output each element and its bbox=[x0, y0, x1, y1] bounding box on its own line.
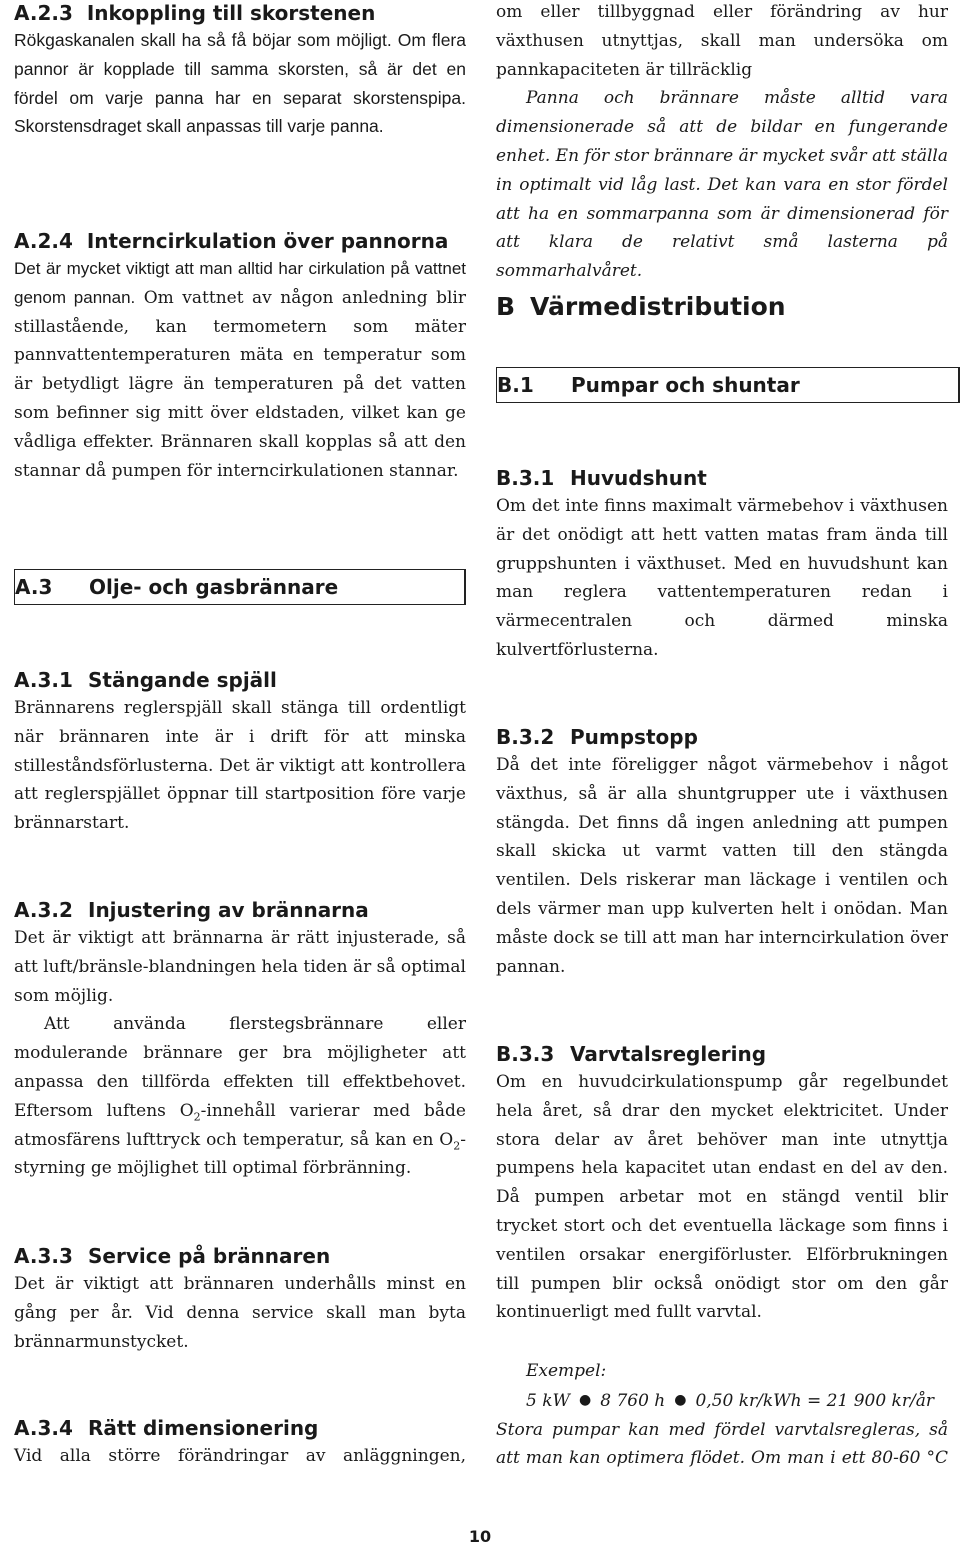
paragraph-a24: Det är mycket viktigt att man alltid har cirkulation på vattnet genom pannan. Om vattnet av någon anledning blir stillastående, kan termometern som mäter pannvattentemperaturen mäta en temperatur som är betydligt lägre än temperaturen på det vatten som befinner sig mitt över eldstaden, vilket kan ge vådliga effekter. Brännaren skall kopplas så att den stannar då pumpen för interncirkulationen stannar. bbox=[14, 259, 466, 481]
heading-b31: B.3.1 Huvudshunt bbox=[496, 466, 707, 490]
heading-a23: A.2.3 Inkoppling till skorstenen bbox=[14, 1, 376, 25]
paragraph-a31: Brännarens reglerspjäll skall stänga till ordentligt när brännaren inte är i drift för att minska stilleståndsförlusterna. Det är viktigt att kontrollera att reglerspjället öppnar till startposition före varje brännarstart. bbox=[14, 698, 466, 834]
paragraph-a32-2: Att använda flerstegsbrännare eller modulerande brännare ger bra möjligheter att anpassa den tillförda effekten till effektbehovet. Eftersom luftens $O_2$-innehåll varierar med både atmosfärens lufttryck och temperatur, så kan en $O_2$-styrning ge möjlighet till optimal förbränning. bbox=[14, 1014, 466, 1179]
paragraph-italic-note: Panna och brännare måste alltid vara dimensionerade så att de bildar en fungerande enhet. En för stor brännare är mycket svår att ställa in optimalt vid låg last. Det kan vara en stor fördel att ha en sommarpanna som är dimensionerad för att klara de relativt små lasterna på sommarhalvåret. bbox=[496, 88, 948, 282]
heading-a31: A.3.1 Stängande spjäll bbox=[14, 668, 277, 692]
section-a33 bbox=[14, 1243, 466, 1356]
paragraph-b33: Om en huvudcirkulationspump går regelbundet hela året, så drar den mycket elektricitet. Under stora delar av året behöver man inte utnyttja pumpens hela kapacitet utan endast en del av den. Då pumpen arbetar mot en stängd ventil blir trycket stort och det eventuella läckage som finns i ventilen orsakar energiförluster. Elförbrukningen till pumpen blir också onödigt stor om den går kontinuerligt med fullt varvtal. bbox=[496, 1072, 948, 1323]
paragraph-a32-1: Det är viktigt att brännarna är rätt injusterade, så att luft/bränsle-blandningen hela tiden är så optimal som möjlig. bbox=[14, 928, 466, 1006]
section-a31 bbox=[14, 667, 466, 838]
example-paragraph: Stora pumpar kan med fördel varvtalsregleras, så att man kan optimera flödet. Om man i ett 80-60 °C bbox=[496, 1419, 948, 1469]
heading-a34: A.3.4 Rätt dimensionering bbox=[14, 1416, 319, 1440]
example-label: Exempel: bbox=[526, 1361, 607, 1381]
paragraph-a23: Rökgaskanalen skall ha så få böjar som möjligt. Om flera pannor är kopplade till samma skorsten, så är det en fördel om varje panna har en separat skorstenspipa. Skorstensdraget skall anpassas till varje panna. bbox=[14, 30, 466, 137]
paragraph-continuation: om eller tillbyggnad eller förändring av hur växthusen utnyttjas, skall man undersöka om pannkapaciteten är tillräcklig bbox=[496, 2, 948, 80]
section-b33 bbox=[496, 1041, 948, 1327]
heading-b1-box: B.1 Pumpar och shuntar bbox=[496, 367, 960, 403]
heading-a24: A.2.4 Interncirkulation över pannorna bbox=[14, 229, 449, 253]
heading-a32: A.3.2 Injustering av brännarna bbox=[14, 898, 369, 922]
heading-b33: B.3.3 Varvtalsreglering bbox=[496, 1042, 767, 1066]
section-a32 bbox=[14, 897, 466, 1183]
paragraph-a34: Vid alla större förändringar av anläggningen, bbox=[14, 1446, 466, 1466]
heading-a33: A.3.3 Service på brännaren bbox=[14, 1244, 331, 1268]
section-continuation bbox=[496, 0, 948, 286]
section-b31 bbox=[496, 465, 948, 665]
paragraph-b31: Om det inte finns maximalt värmebehov i växthusen är det onödigt att hett vatten matas fram ända till gruppshunten i växthuset. Med en huvudshunt kan man reglera vattentemperaturen redan i värmecentralen och därmed minska kulvertförlusterna. bbox=[496, 496, 948, 660]
section-a24 bbox=[14, 228, 466, 485]
heading-b: B Värmedistribution bbox=[496, 292, 786, 321]
page-number: 10 bbox=[468, 1527, 492, 1546]
section-example bbox=[496, 1357, 948, 1473]
section-a34 bbox=[14, 1415, 466, 1471]
heading-b32: B.3.2 Pumpstopp bbox=[496, 725, 698, 749]
section-b32 bbox=[496, 724, 948, 981]
paragraph-b32: Då det inte föreligger något värmebehov i något växthus, så är alla shuntgrupper ute i växthusen stängda. Det finns då ingen anledning att pumpen skall skicka ut varmt vatten till den stängda ventilen. Dels riskerar man läckage i ventilen och dels värmer man upp kulverten helt i onödan. Man måste dock se till att man har interncirkulation över pannan. bbox=[496, 755, 948, 977]
section-a23 bbox=[14, 0, 466, 141]
heading-a3-box: A.3 Olje- och gasbrännare bbox=[14, 569, 466, 605]
paragraph-a33: Det är viktigt att brännaren underhålls minst en gång per år. Vid denna service skall man byta brännarmunstycket. bbox=[14, 1274, 466, 1352]
example-formula: 5 kW ● 8 760 h ● 0,50 kr/kWh = 21 900 kr/år bbox=[526, 1390, 934, 1411]
